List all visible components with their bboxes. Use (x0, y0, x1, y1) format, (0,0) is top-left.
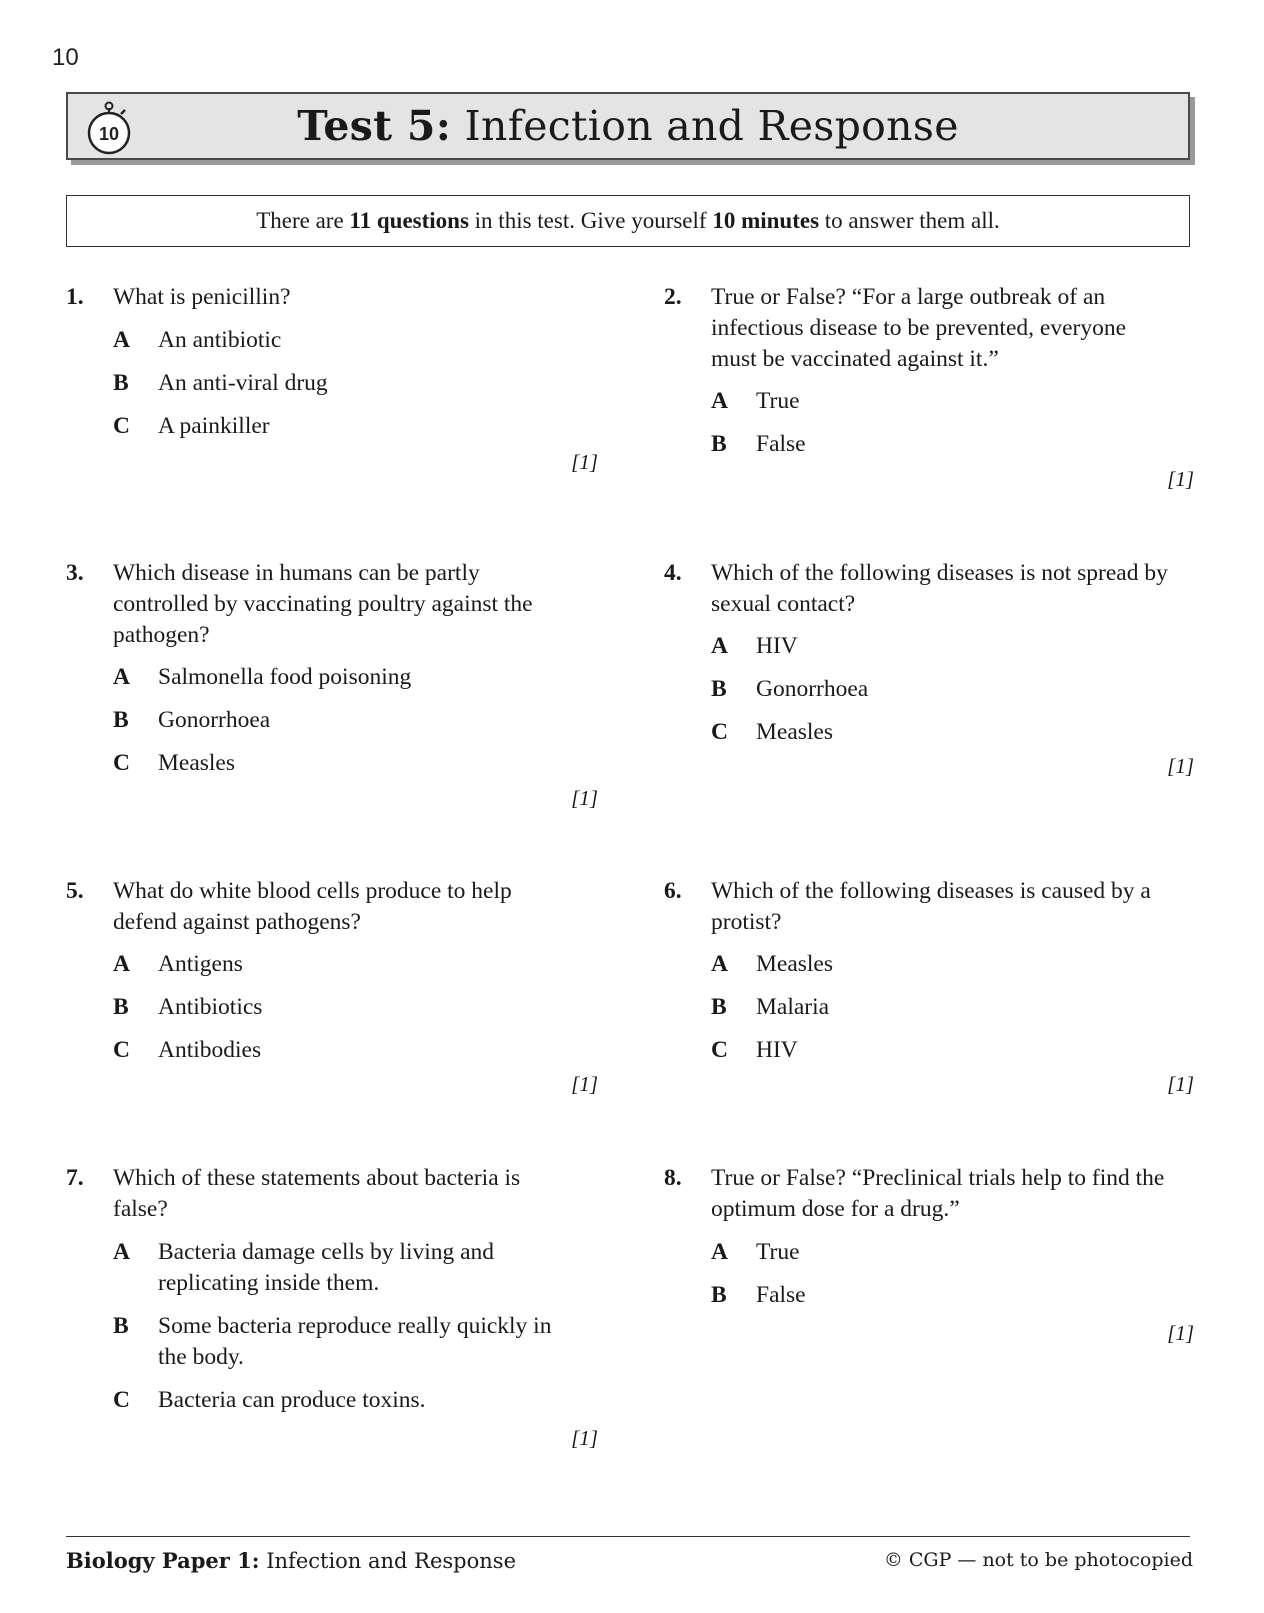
option-letter: B (711, 994, 727, 1020)
question-5 (66, 876, 598, 1096)
option-letter: C (113, 1387, 130, 1413)
question-1 (66, 282, 598, 472)
question-number: 3. (66, 560, 84, 586)
option-letter: C (113, 750, 130, 776)
option-text: Measles (756, 951, 834, 977)
question-text: Which disease in humans can be partly controlled by vaccinating poultry against the pathogen? (113, 560, 533, 648)
marks: [1] (1167, 1072, 1194, 1096)
page-title (68, 102, 1188, 150)
question-6 (664, 876, 1194, 1096)
question-2 (664, 282, 1194, 492)
option-letter: B (113, 994, 129, 1020)
option-text: HIV (756, 633, 798, 659)
option-text: Measles (756, 719, 834, 745)
option-text: Antigens (158, 951, 243, 977)
option-text: True (756, 388, 800, 414)
option-text: False (756, 1282, 806, 1308)
question-number: 1. (66, 284, 84, 310)
option-letter: A (113, 664, 130, 690)
option-text: An anti-viral drug (158, 370, 328, 396)
footer-topic: Infection and Response (259, 1549, 516, 1573)
question-number: 2. (664, 284, 682, 310)
question-number: 4. (664, 560, 682, 586)
option-text: Bacteria damage cells by living and replicating inside them. (158, 1239, 495, 1296)
question-text: True or False? “For a large outbreak of an infectious disease to be prevented, everyone must be vaccinated against it.” (711, 284, 1127, 372)
marks: [1] (571, 1426, 598, 1450)
option-text: True (756, 1239, 800, 1265)
question-4 (664, 558, 1194, 778)
question-number: 6. (664, 878, 682, 904)
option-letter: B (711, 1282, 727, 1308)
intro-text: to answer them all. (819, 208, 1000, 233)
title-test-number: Test 5: (297, 102, 452, 150)
option-text: An antibiotic (158, 327, 282, 353)
option-text: Measles (158, 750, 236, 776)
intro-text: in this test. Give yourself (468, 208, 713, 233)
option-text: Gonorrhoea (756, 676, 869, 702)
option-text: Bacteria can produce toxins. (158, 1387, 426, 1413)
question-number: 7. (66, 1165, 84, 1191)
option-letter: C (711, 719, 728, 745)
option-text: Gonorrhoea (158, 707, 271, 733)
marks: [1] (571, 786, 598, 810)
option-letter: A (711, 388, 728, 414)
question-text: What is penicillin? (113, 284, 291, 310)
marks: [1] (1167, 754, 1194, 778)
title-banner (66, 92, 1190, 160)
option-letter: C (113, 1037, 130, 1063)
question-number: 8. (664, 1165, 682, 1191)
question-text: Which of the following diseases is caused by a protist? (711, 878, 1151, 935)
option-letter: A (113, 327, 130, 353)
option-letter: B (711, 431, 727, 457)
marks: [1] (571, 1072, 598, 1096)
option-text: Some bacteria reproduce really quickly in the body. (158, 1313, 552, 1370)
option-text: HIV (756, 1037, 798, 1063)
instructions-box (66, 195, 1190, 247)
option-letter: C (113, 413, 130, 439)
option-letter: C (711, 1037, 728, 1063)
question-7 (66, 1163, 598, 1463)
question-text: True or False? “Preclinical trials help to find the optimum dose for a drug.” (711, 1165, 1165, 1222)
time-allowed: 10 minutes (712, 208, 820, 233)
marks: [1] (571, 450, 598, 474)
option-letter: B (113, 370, 129, 396)
title-topic: Infection and Response (464, 102, 959, 150)
option-letter: A (113, 1239, 130, 1265)
intro-text: There are (256, 208, 350, 233)
question-text: What do white blood cells produce to help defend against pathogens? (113, 878, 512, 935)
option-text: Malaria (756, 994, 830, 1020)
marks: [1] (1167, 1321, 1194, 1345)
footer-paper: Biology Paper 1: (66, 1548, 260, 1573)
footer-divider (66, 1536, 1190, 1537)
option-letter: A (711, 951, 728, 977)
footer-subject (66, 1548, 516, 1573)
question-3 (66, 558, 598, 808)
option-text: Salmonella food poisoning (158, 664, 412, 690)
option-text: A painkiller (158, 413, 270, 439)
option-text: Antibiotics (158, 994, 263, 1020)
marks: [1] (1167, 467, 1194, 491)
footer-copyright: © CGP — not to be photocopied (883, 1549, 1193, 1571)
page-number: 10 (52, 44, 79, 71)
option-letter: B (711, 676, 727, 702)
question-number: 5. (66, 878, 84, 904)
option-letter: A (113, 951, 130, 977)
option-letter: A (711, 633, 728, 659)
question-count: 11 questions (349, 208, 469, 233)
question-text: Which of the following diseases is not spread by sexual contact? (711, 560, 1168, 617)
option-text: False (756, 431, 806, 457)
question-8 (664, 1163, 1194, 1373)
question-text: Which of these statements about bacteria is false? (113, 1165, 521, 1222)
option-letter: B (113, 707, 129, 733)
option-letter: A (711, 1239, 728, 1265)
option-text: Antibodies (158, 1037, 262, 1063)
timer-minutes: 10 (98, 124, 120, 144)
option-letter: B (113, 1313, 129, 1339)
